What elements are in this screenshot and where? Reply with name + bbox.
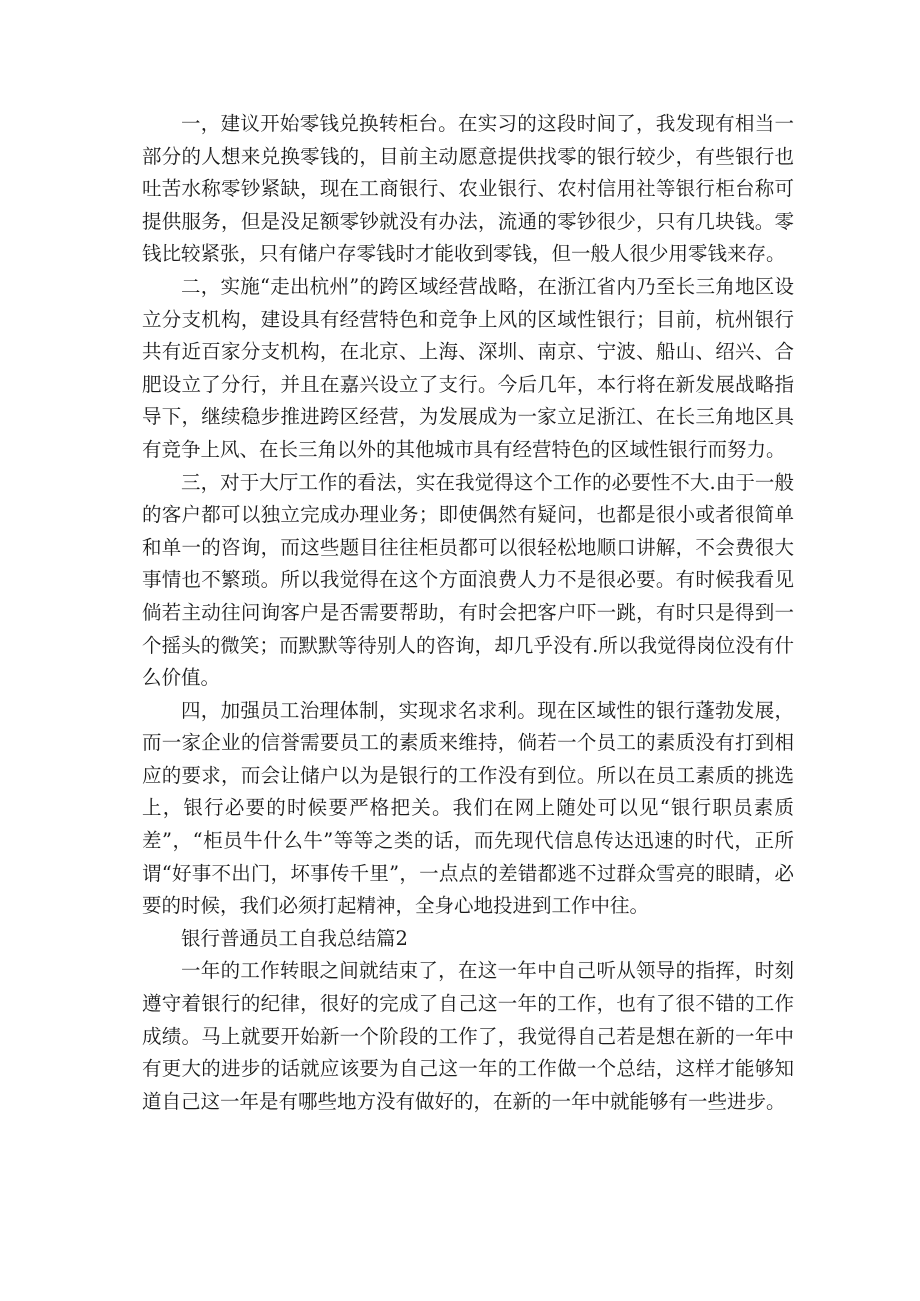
paragraph-2: 二，实施“走出杭州”的跨区域经营战略，在浙江省内乃至长三角地区设立分支机构，建设具有经营特色和竞争上风的区域性银行；目前，杭州银行共有近百家分支机构，在北京、上海、深圳、南京、宁波、船山、绍兴、合肥设立了分行，并且在嘉兴设立了支行。今后几年，本行将在新发展战略指导下，继续稳步推进跨区经营，为发展成为一家立足浙江、在长三角地区具有竞争上风、在长三角以外的其他城市具有经营特色的区域性银行而努力。	[142, 274, 794, 461]
paragraph-5: 一年的工作转眼之间就结束了，在这一年中自己听从领导的指挥，时刻遵守着银行的纪律，很好的完成了自己这一年的工作，也有了很不错的工作成绩。马上就要开始新一个阶段的工作了，我觉得自己若是想在新的一年中有更大的进步的话就应该要为自己这一年的工作做一个总结，这样才能够知道自己这一年是有哪些地方没有做好的，在新的一年中就能够有一些进步。	[142, 959, 794, 1113]
paragraph-3: 三，对于大厅工作的看法，实在我觉得这个工作的必要性不大.由于一般的客户都可以独立完成办理业务；即使偶然有疑问，也都是很小或者很简单和单一的咨询，而这些题目往往柜员都可以很轻松地顺口讲解，不会费很大事情也不繁琐。所以我觉得在这个方面浪费人力不是很必要。有时候我看见倘若主动往问询客户是否需要帮助，有时会把客户吓一跳，有时只是得到一个摇头的微笑；而默默等待别人的咨询，却几乎没有.所以我觉得岗位没有什么价值。	[142, 470, 794, 690]
paragraph-1: 一，建议开始零钱兑换转柜台。在实习的这段时间了，我发现有相当一部分的人想来兑换零钱的，目前主动愿意提供找零的银行较少，有些银行也吐苦水称零钞紧缺，现在工商银行、农业银行、农村信用社等银行柜台称可提供服务，但是没足额零钞就没有办法，流通的零钞很少，只有几块钱。零钱比较紧张，只有储户存零钱时才能收到零钱，但一般人很少用零钱来存。	[142, 112, 794, 266]
document-body	[142, 108, 794, 1118]
section-title: 银行普通员工自我总结篇2	[181, 926, 408, 950]
paragraph-4: 四，加强员工治理体制，实现求名求利。现在区域性的银行蓬勃发展，而一家企业的信誉需要员工的素质来维持，倘若一个员工的素质没有打到相应的要求，而会让储户以为是银行的工作没有到位。所以在员工素质的挑选上，银行必要的时候要严格把关。我们在网上随处可以见“银行职员素质差”，“柜员牛什么牛”等等之类的话，而先现代信息传达迅速的时代，正所谓“好事不出门，坏事传千里”，一点点的差错都逃不过群众雪亮的眼睛，必要的时候，我们必须打起精神，全身心地投进到工作中往。	[142, 698, 794, 918]
